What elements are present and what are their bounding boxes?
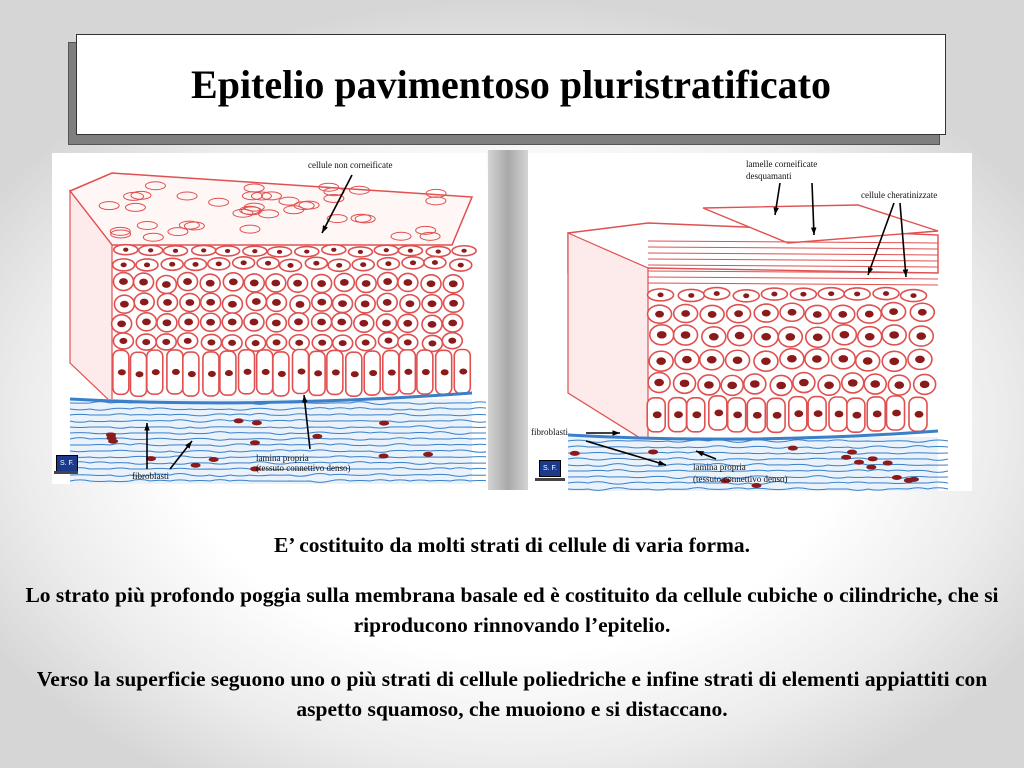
cell-nucleus: [252, 298, 261, 305]
cell-nucleus: [120, 301, 129, 308]
fibroblast: [379, 453, 389, 458]
cell-nucleus: [814, 410, 823, 417]
label-keratinized-cells: cellule cheratinizzate: [861, 190, 938, 200]
cell-nucleus: [192, 262, 198, 267]
cell-nucleus: [863, 357, 873, 364]
cell-nucleus: [727, 382, 737, 389]
cell-nucleus: [920, 381, 930, 388]
cell-nucleus: [436, 250, 441, 254]
label-desquamating: desquamanti: [746, 171, 792, 181]
cell-nucleus: [173, 249, 178, 253]
fibroblast: [883, 461, 893, 466]
cell-nucleus: [140, 299, 149, 306]
keratin-line: [648, 283, 938, 285]
cell-nucleus: [828, 291, 834, 296]
cell-nucleus: [406, 300, 415, 307]
cell-nucleus: [172, 369, 180, 375]
cell-nucleus: [385, 261, 391, 266]
cell-nucleus: [136, 371, 144, 377]
cell-nucleus: [761, 357, 771, 364]
label-lamina-propria-left: lamina propria: [256, 453, 309, 463]
cell-nucleus: [317, 280, 326, 287]
cell-nucleus: [272, 299, 281, 306]
cell-nucleus: [201, 248, 206, 252]
cell-nucleus: [838, 355, 848, 362]
cell-nucleus: [337, 319, 346, 326]
cell-nucleus: [835, 411, 844, 418]
cell-nucleus: [117, 320, 126, 327]
fibroblast: [209, 457, 219, 462]
cell-nucleus: [709, 333, 719, 340]
cell-nucleus: [162, 281, 171, 288]
cell-nucleus: [708, 311, 717, 318]
label-dense-connective-left: (tessuto connettivo denso): [256, 463, 351, 473]
cell-nucleus: [272, 320, 281, 327]
cell-nucleus: [787, 355, 797, 362]
fibroblast: [234, 418, 244, 423]
cell-nucleus: [799, 379, 809, 386]
cell-nucleus: [743, 293, 749, 298]
paragraph-3: Verso la superficie seguono uno o più strati di cellule poliedriche e infine strati di elementi appiattiti con aspetto squamoso, che muoiono e si distaccano.: [36, 667, 988, 721]
cell-nucleus: [383, 299, 392, 306]
arrow-head: [612, 430, 620, 435]
cell-nucleus: [681, 331, 691, 338]
cell-nucleus: [848, 379, 858, 386]
cell-nucleus: [313, 261, 319, 266]
cell-nucleus: [360, 262, 366, 267]
cell-nucleus: [762, 310, 771, 317]
author-badge-icon: S. F.: [539, 460, 561, 477]
cell-nucleus: [854, 292, 860, 297]
cell-nucleus: [707, 356, 717, 363]
cell-nucleus: [340, 279, 349, 286]
cell-nucleus: [317, 319, 326, 326]
tissue-illustration-right: [528, 153, 972, 491]
cell-nucleus: [262, 369, 270, 375]
fibroblast: [866, 465, 876, 470]
cell-nucleus: [427, 280, 436, 287]
fibroblast: [250, 440, 260, 445]
cell-nucleus: [894, 381, 904, 388]
cell-nucleus: [339, 340, 347, 346]
cell-nucleus: [915, 411, 924, 418]
cell-nucleus: [688, 293, 694, 298]
cell-nucleus: [733, 357, 743, 364]
cell-nucleus: [362, 340, 370, 346]
cell-nucleus: [680, 380, 690, 387]
cell-nucleus: [428, 300, 437, 307]
paragraph-2: Lo strato più profondo poggia sulla membrana basale ed è costituito da cellule cubiche o cilindriche, che si riproducono rinnovando l’epitelio.: [25, 583, 999, 637]
cell-nucleus: [121, 262, 127, 267]
fibroblast: [312, 434, 322, 439]
cell-nucleus: [813, 311, 822, 318]
cell-nucleus: [208, 371, 216, 377]
cell-nucleus: [332, 369, 340, 375]
paragraph-1: E’ costituito da molti strati di cellule di varia forma.: [273, 533, 751, 557]
fibroblast: [252, 420, 262, 425]
cell-nucleus: [287, 263, 293, 268]
cell-nucleus: [657, 331, 667, 338]
cell-nucleus: [771, 292, 777, 297]
cell-nucleus: [865, 333, 875, 340]
tissue-illustration-left: [52, 153, 486, 484]
cell-nucleus: [428, 340, 436, 346]
cell-nucleus: [788, 309, 797, 316]
cell-nucleus: [252, 249, 257, 253]
cell-nucleus: [915, 356, 925, 363]
cell-nucleus: [228, 319, 237, 326]
cell-nucleus: [448, 338, 456, 344]
cell-nucleus: [853, 412, 862, 419]
cell-nucleus: [870, 380, 880, 387]
cell-nucleus: [776, 382, 786, 389]
cell-nucleus: [654, 379, 664, 386]
cell-nucleus: [293, 280, 302, 287]
cell-nucleus: [404, 339, 412, 345]
cell-nucleus: [892, 410, 901, 417]
cell-nucleus: [735, 332, 745, 339]
cell-nucleus: [331, 248, 336, 252]
cell-nucleus: [163, 299, 172, 306]
block-side: [568, 233, 648, 443]
cell-nucleus: [278, 371, 286, 377]
cell-nucleus: [441, 369, 449, 375]
cell-nucleus: [361, 301, 370, 308]
cell-nucleus: [657, 292, 663, 297]
cell-nucleus: [655, 311, 664, 318]
cell-nucleus: [384, 337, 392, 343]
cell-nucleus: [733, 411, 742, 418]
cell-nucleus: [152, 369, 160, 375]
cell-nucleus: [118, 369, 126, 375]
cell-nucleus: [314, 370, 322, 376]
cell-nucleus: [410, 260, 416, 265]
cell-nucleus: [228, 340, 236, 346]
fibroblast: [788, 446, 798, 451]
keratin-line: [648, 277, 938, 279]
label-fibroblasts-right: fibroblasti: [531, 427, 568, 437]
cell-nucleus: [336, 263, 342, 268]
cell-nucleus: [228, 301, 237, 308]
cell-nucleus: [838, 311, 847, 318]
cell-nucleus: [813, 334, 823, 341]
cell-nucleus: [229, 278, 238, 285]
cell-nucleus: [250, 319, 259, 326]
title-box: [76, 34, 946, 135]
fibroblast: [570, 451, 580, 456]
cell-nucleus: [163, 319, 172, 326]
cell-nucleus: [119, 338, 127, 344]
cell-nucleus: [889, 331, 899, 338]
cell-nucleus: [714, 291, 720, 296]
cell-nucleus: [408, 249, 413, 253]
cell-nucleus: [750, 380, 760, 387]
cell-nucleus: [800, 292, 806, 297]
cell-nucleus: [241, 260, 247, 265]
cell-nucleus: [142, 318, 151, 325]
cell-nucleus: [785, 333, 795, 340]
author-badge-icon: S. F.: [56, 455, 78, 472]
cell-nucleus: [206, 299, 215, 306]
cell-nucleus: [383, 278, 392, 285]
cell-nucleus: [403, 279, 412, 286]
cell-nucleus: [298, 368, 306, 374]
fibroblast: [854, 460, 864, 465]
cell-nucleus: [384, 248, 389, 252]
cell-nucleus: [206, 319, 215, 326]
fibroblast: [847, 450, 857, 455]
author-badge-base: [535, 478, 565, 481]
cell-nucleus: [304, 250, 309, 254]
label-dense-connective-right: (tessuto connettivo denso): [693, 474, 788, 484]
cell-nucleus: [162, 339, 170, 345]
figure-keratinized: [528, 153, 972, 491]
cell-nucleus: [184, 338, 192, 344]
cell-nucleus: [294, 318, 303, 325]
cell-nucleus: [714, 410, 723, 417]
cell-nucleus: [225, 249, 230, 253]
cell-nucleus: [432, 260, 438, 265]
cell-nucleus: [840, 331, 850, 338]
cell-nucleus: [794, 410, 803, 417]
cell-nucleus: [449, 280, 458, 287]
cell-nucleus: [865, 311, 874, 318]
fibroblast: [868, 456, 878, 461]
cell-nucleus: [459, 368, 467, 374]
cell-nucleus: [273, 339, 281, 345]
cell-nucleus: [916, 332, 926, 339]
fibroblast: [379, 421, 389, 426]
cell-nucleus: [188, 371, 196, 377]
cell-nucleus: [351, 371, 359, 377]
cell-nucleus: [458, 263, 464, 268]
cell-nucleus: [338, 300, 347, 307]
cell-nucleus: [252, 340, 260, 346]
divider-bar: [488, 150, 528, 490]
fibroblast: [423, 452, 433, 457]
cell-nucleus: [428, 321, 437, 328]
slide-title: Epitelio pavimentoso pluristratificato: [191, 62, 831, 107]
cell-nucleus: [358, 250, 363, 254]
cell-nucleus: [225, 370, 233, 376]
cell-nucleus: [692, 411, 701, 418]
cell-nucleus: [144, 263, 150, 268]
cell-nucleus: [207, 339, 215, 345]
label-cornified-lamellae: lamelle corneificate: [746, 159, 818, 169]
fibroblast: [107, 436, 117, 441]
cell-nucleus: [918, 309, 927, 316]
cell-nucleus: [265, 261, 271, 266]
cell-nucleus: [169, 262, 175, 267]
cell-nucleus: [271, 280, 280, 287]
label-non-cornified-cells: cellule non corneificate: [308, 160, 393, 170]
cell-nucleus: [206, 280, 215, 287]
cell-nucleus: [119, 278, 128, 285]
label-lamina-propria-right: lamina propria: [693, 462, 746, 472]
fibroblast: [909, 477, 919, 482]
cell-nucleus: [734, 310, 743, 317]
cell-nucleus: [404, 369, 412, 375]
cell-nucleus: [382, 320, 391, 327]
fibroblast: [841, 455, 851, 460]
cell-nucleus: [653, 411, 662, 418]
cell-nucleus: [318, 340, 326, 346]
cell-nucleus: [216, 261, 222, 266]
cell-nucleus: [824, 381, 834, 388]
cell-nucleus: [753, 412, 762, 419]
cell-nucleus: [449, 300, 458, 307]
cell-nucleus: [761, 333, 771, 340]
fibroblast: [648, 449, 658, 454]
cell-nucleus: [317, 299, 326, 306]
cell-nucleus: [142, 339, 150, 345]
fibroblast: [191, 463, 201, 468]
cell-nucleus: [889, 308, 898, 315]
cell-nucleus: [296, 301, 305, 308]
cell-nucleus: [403, 320, 412, 327]
cell-nucleus: [244, 369, 252, 375]
cell-nucleus: [873, 411, 882, 418]
author-badge-base: [54, 471, 78, 474]
cell-nucleus: [883, 291, 889, 296]
cell-nucleus: [681, 310, 690, 317]
cell-nucleus: [889, 358, 899, 365]
cell-nucleus: [250, 280, 259, 287]
cell-nucleus: [448, 320, 457, 327]
cell-nucleus: [422, 369, 430, 375]
cell-nucleus: [183, 278, 192, 285]
cell-nucleus: [674, 411, 683, 418]
cell-nucleus: [461, 249, 466, 253]
cell-nucleus: [388, 369, 396, 375]
cell-nucleus: [656, 357, 666, 364]
fibroblast: [892, 475, 902, 480]
figure-non-keratinized: [52, 153, 486, 484]
cell-nucleus: [773, 412, 782, 419]
cell-nucleus: [139, 279, 148, 286]
label-fibroblasts-left: fibroblasti: [132, 471, 169, 481]
cell-nucleus: [369, 370, 377, 376]
cell-nucleus: [185, 299, 194, 306]
cell-nucleus: [277, 250, 282, 254]
cell-nucleus: [362, 280, 371, 287]
cell-nucleus: [148, 248, 153, 252]
cell-nucleus: [910, 293, 916, 298]
cell-nucleus: [682, 356, 692, 363]
cell-nucleus: [184, 319, 193, 326]
cell-nucleus: [812, 355, 822, 362]
cell-nucleus: [704, 381, 714, 388]
cell-nucleus: [295, 340, 303, 346]
cell-nucleus: [123, 248, 128, 252]
cell-nucleus: [359, 320, 368, 327]
